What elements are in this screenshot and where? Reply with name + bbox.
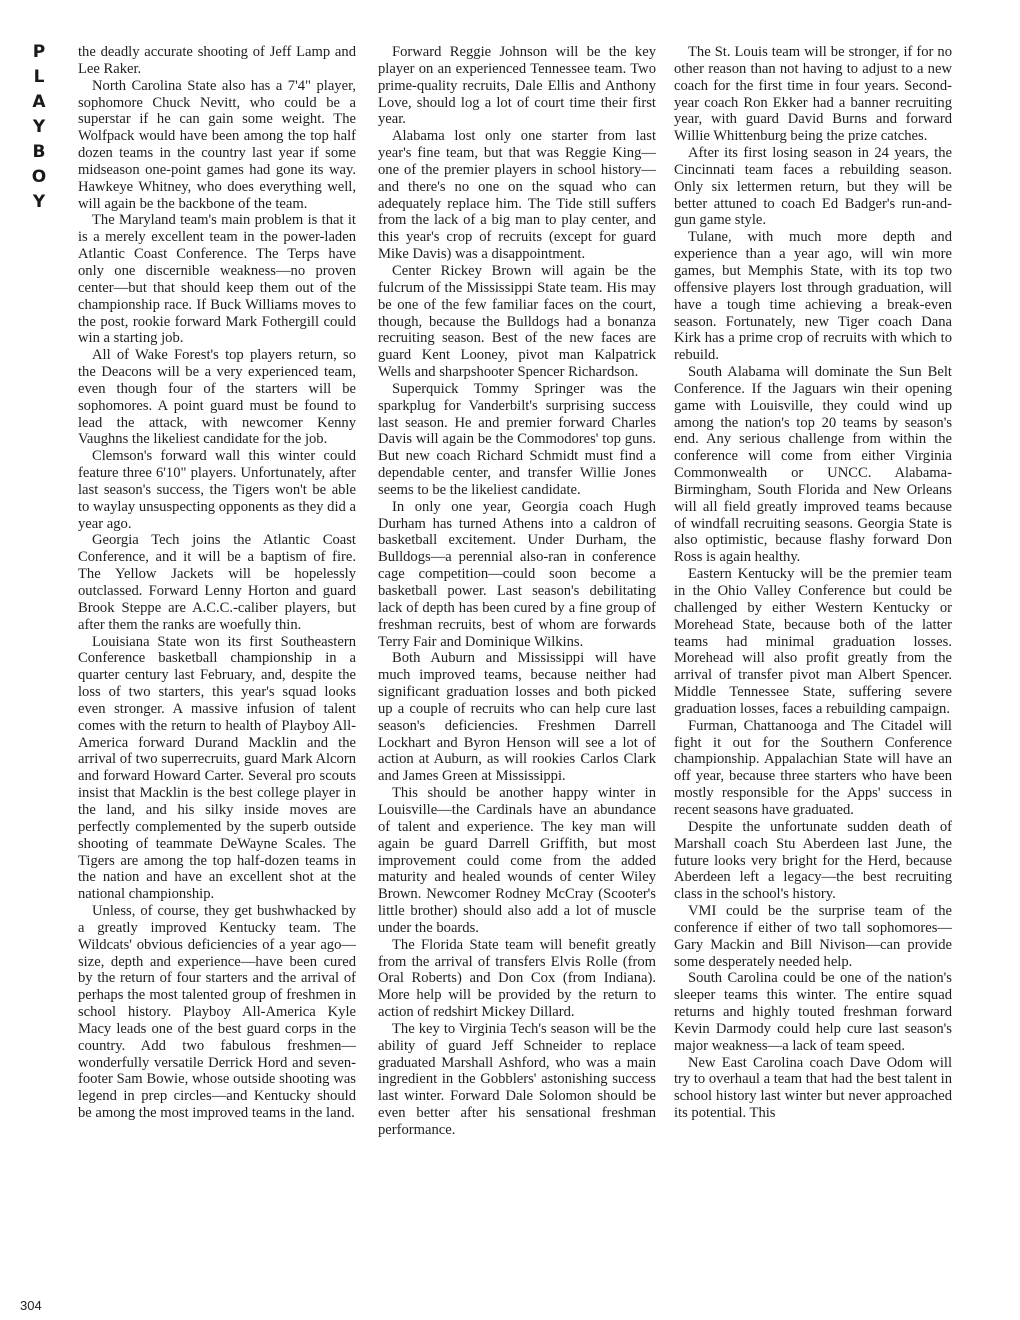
paragraph: North Carolina State also has a 7'4" player, sophomore Chuck Nevitt, who could be a superstar if he can gain some weight. The Wolfpack would have been among the top half dozen teams in the country last year if some midseason one-point games had gone its way. Hawkeye Whitney, who does everything well, will again be the backbone of the team. <box>78 77 356 212</box>
paragraph: the deadly accurate shooting of Jeff Lamp and Lee Raker. <box>78 44 356 77</box>
paragraph: The St. Louis team will be stronger, if for no other reason than not having to adjust to a new coach for the first time in four years. Second-year coach Ron Ekker had a banner recruiting year, with guard David Burns and forward Willie Whittenburg being the prize catches. <box>674 44 952 145</box>
paragraph: Eastern Kentucky will be the premier team in the Ohio Valley Conference but could be challenged by either Western Kentucky or Morehead State, because both of the latter teams had minimal graduation losses. Morehead will also profit greatly from the arrival of transfer pivot man Albert Spencer. Middle Tennessee State, suffering severe graduation losses, faces a rebuilding campaign. <box>674 566 952 717</box>
paragraph: Superquick Tommy Springer was the sparkplug for Vanderbilt's surprising success last season. He and premier forward Charles Davis will again be the Commodores' top guns. But new coach Richard Schmidt must find a dependable center, and transfer Willie Jones seems to be the likeliest candidate. <box>378 380 656 498</box>
paragraph: Unless, of course, they get bushwhacked by a greatly improved Kentucky team. The Wildcats' obvious deficiencies of a year ago—size, depth and experience—have been cured by the return of four starters and the arrival of perhaps the most talented group of freshmen in school history. Playboy All-America Kyle Macy leads one of the best guard corps in the country. Add two fabulous freshmen—wonderfully versatile Derrick Hord and seven-footer Sam Bowie, whose outside shooting was legend in prep circles—and Kentucky should be among the most improved teams in the land. <box>78 903 356 1122</box>
paragraph: The key to Virginia Tech's season will be the ability of guard Jeff Schneider to replace graduated Marshall Ashford, who was a main ingredient in the Gobblers' astonishing success last winter. Forward Dale Solomon should be even better after his sensational freshman performance. <box>378 1020 656 1138</box>
side-label-letter: O <box>31 167 47 187</box>
paragraph: South Carolina could be one of the nation's sleeper teams this winter. The entire squad returns and highly touted freshman forward Kevin Darmody could help cure last season's major weakness—a lack of team speed. <box>674 970 952 1054</box>
paragraph: Tulane, with much more depth and experience than a year ago, will win more games, but Memphis State, with its top two offensive players lost through graduation, will have a tough time achieving a break-even season. Fortunately, new Tiger coach Dana Kirk has a prime crop of recruits with which to rebuild. <box>674 229 952 364</box>
paragraph: Forward Reggie Johnson will be the key player on an experienced Tennessee team. Two prime-quality recruits, Dale Ellis and Anthony Love, should log a lot of court time their first year. <box>378 44 656 128</box>
paragraph: New East Carolina coach Dave Odom will try to overhaul a team that had the best talent in school history last winter but never approached its potential. This <box>674 1054 953 1122</box>
paragraph: South Alabama will dominate the Sun Belt Conference. If the Jaguars win their opening game with Louisville, they could wind up among the nation's top 20 teams by season's end. Any serious challenge from within the conference will come from either Virginia Commonwealth or UNCC. Alabama-Birmingham, South Florida and New Orleans will all field greatly improved teams because of windfall recruiting seasons. Georgia State is also optimistic, because flashy forward Don Ross is again healthy. <box>674 364 952 566</box>
paragraph: The Maryland team's main problem is that it is a merely excellent team in the power-laden Atlantic Coast Conference. The Terps have only one discernible weakness—no proven center—but that should keep them out of the championship race. If Buck Williams moves to the post, rookie forward Mark Fothergill could win a starting job. <box>78 212 356 347</box>
side-label-letter: Y <box>32 192 46 212</box>
paragraph: Despite the unfortunate sudden death of Marshall coach Stu Aberdeen last June, the future looks very bright for the Herd, because Aberdeen left a legacy—the best recruiting class in the school's history. <box>674 818 952 903</box>
side-label-letter: A <box>32 92 46 112</box>
paragraph: This should be another happy winter in Louisville—the Cardinals have an abundance of talent and experience. The key man will again be guard Darrell Griffith, but most improvement could come from the added maturity and healed wounds of center Wiley Brown. Newcomer Rodney McCray (Scooter's little brother) should also add a lot of muscle under the boards. <box>378 785 656 936</box>
paragraph: All of Wake Forest's top players return, so the Deacons will be a very experienced team, even though four of the starters will be sophomores. A point guard must be found to lead the attack, with newcomer Kenny Vaughns the likeliest candidate for the job. <box>78 347 356 448</box>
paragraph: Louisiana State won its first Southeastern Conference basketball championship in a quarter century last February, and, despite the loss of two starters, this year's squad looks even stronger. A massive infusion of talent comes with the return to health of Playboy All-America forward Durand Macklin and the arrival of two superrecruits, guard Mark Alcorn and forward Howard Carter. Several pro scouts insist that Macklin is the best college player in the land, and his silky inside moves are perfectly complemented by the superb outside shooting of teammate DeWayne Scales. The Tigers are among the top half-dozen teams in the nation and have an excellent shot at the national championship. <box>78 633 356 903</box>
paragraph: After its first losing season in 24 years, the Cincinnati team faces a rebuilding season. Only six lettermen return, but they will be better attuned to coach Ed Badger's run-and-gun game style. <box>674 145 952 229</box>
page-number: 304 <box>20 1298 42 1313</box>
paragraph: Both Auburn and Mississippi will have much improved teams, because neither had significant graduation losses and both picked up a couple of recruits who can help cure last season's deficiencies. Freshmen Darrell Lockhart and Byron Henson will see a lot of action at Auburn, as will rookies Carlos Clark and James Green at Mississippi. <box>378 650 656 785</box>
text-column-left <box>78 44 356 1122</box>
paragraph: Georgia Tech joins the Atlantic Coast Conference, and it will be a baptism of fire. The Yellow Jackets will be hopelessly outclassed. Forward Lenny Horton and guard Brook Steppe are A.C.C.-caliber players, but after them the ranks are woefully thin. <box>78 532 356 633</box>
paragraph: The Florida State team will benefit greatly from the arrival of transfers Elvis Rolle (from Oral Roberts) and Don Cox (from Indiana). More help will be provided by the return to action of redshirt Mickey Dillard. <box>378 936 656 1021</box>
side-label-letter: P <box>32 42 46 62</box>
text-column-middle <box>378 44 656 1139</box>
side-label-letter: Y <box>32 117 46 137</box>
paragraph: Furman, Chattanooga and The Citadel will fight it out for the Southern Conference championship. Appalachian State will have an off year, because three starters who have been mostly responsible for the Apps' success in recent seasons have graduated. <box>674 717 952 818</box>
paragraph: In only one year, Georgia coach Hugh Durham has turned Athens into a caldron of basketball excitement. Under Durham, the Bulldogs—a perennial also-ran in conference cage competition—could soon become a basketball power. Last season's debilitating lack of depth has been cured by a fine group of freshman recruits, best of whom are forwards Terry Fair and Dominique Wilkins. <box>378 498 656 650</box>
side-label-letter: B <box>32 142 46 162</box>
paragraph: Center Rickey Brown will again be the fulcrum of the Mississippi State team. His may be one of the few familiar faces on the court, though, because the Bulldogs had a bonanza recruiting season. Best of the new faces are guard Kent Looney, pivot man Kalpatrick Wells and sharpshooter Spencer Richardson. <box>378 262 656 381</box>
side-label-letter: L <box>33 67 45 87</box>
paragraph: VMI could be the surprise team of the conference if either of two tall sophomores—Gary Mackin and Bill Nivison—can provide some desperately needed help. <box>674 903 952 970</box>
magazine-side-label <box>28 40 50 215</box>
paragraph: Clemson's forward wall this winter could feature three 6'10" players. Unfortunately, after last season's success, the Tigers won't be able to waylay unsuspecting opponents as they did a year ago. <box>78 448 356 532</box>
text-column-right <box>674 44 952 1122</box>
paragraph: Alabama lost only one starter from last year's fine team, but that was Reggie King—one of the premier players in school history—and there's no one on the squad who can adequately replace him. The Tide still suffers from the lack of a big man to play center, and this year's crop of recruits (except for guard Mike Davis) was a disappointment. <box>378 128 656 263</box>
